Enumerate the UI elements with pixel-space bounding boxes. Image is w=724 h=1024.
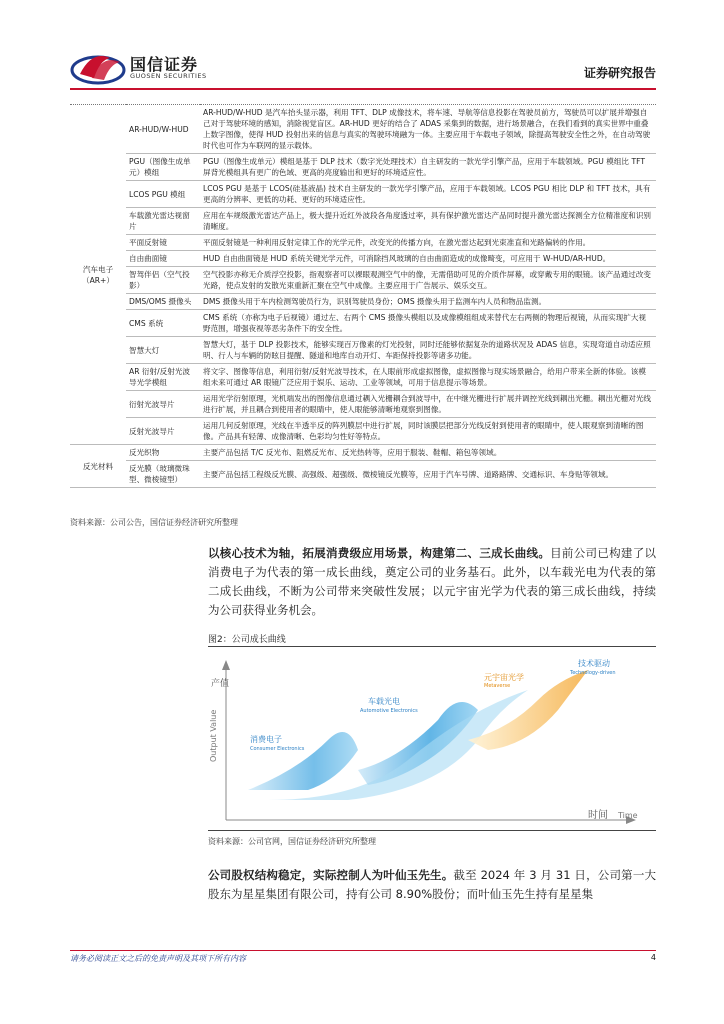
table-row	[70, 337, 656, 364]
report-type: 证券研究报告	[583, 66, 656, 80]
paragraph-growth-curves-body: 目前公司已构建了以消费电子为代表的第一成长曲线，奠定公司的业务基石。此外，以车载光电为代表的第二成长曲线，不断为公司带来突破性发展；以元宇宙光学为代表的第三成长曲线，持续为公司获得业务机会。	[208, 546, 657, 617]
figure-source: 资料来源：公司官网，国信证券经济研究所整理	[208, 837, 376, 846]
paragraph-shareholding	[208, 866, 656, 904]
product-name-cell: AR-HUD/W-HUD	[126, 105, 200, 154]
paragraph-growth-curves-lead: 以核心技术为轴，拓展消费级应用场景，构建第二、三成长曲线。	[208, 546, 551, 560]
brand-name-cn: 国信证券	[130, 55, 199, 74]
figure-top-rule	[208, 646, 656, 647]
product-name-cell: CMS 系统	[126, 310, 200, 337]
stage2-label-en: Automotive Electronics	[360, 708, 418, 714]
product-name-cell: 反光膜（玻璃微珠型、微棱镜型）	[126, 461, 200, 488]
product-name-cell: 智驾伴侣（空气投影）	[126, 267, 200, 294]
product-desc-cell: 主要产品包括 T/C 反光布、阻燃反光布、反光热转等，应用于服装、鞋帽、箱包等领域。	[200, 445, 656, 461]
product-name-cell: 平面反射镜	[126, 235, 200, 251]
product-desc-cell: 应用在车规级激光雷达产品上，极大提升近红外波段各角度透过率，具有保护激光雷达产品同时提升激光雷达探测全方位精准度和识别清晰度。	[200, 208, 656, 235]
product-desc-cell: 空气投影亦称无介质浮空投影，指观察者可以裸眼观测空气中的像，无需借助可见的介质作屏幕，或穿戴专用的眼镜。该产品通过改变光路，使点发射的发散光束重新汇聚在空气中成像。主要应用于广告展示、娱乐交互。	[200, 267, 656, 294]
product-desc-cell: 平面反射镜是一种利用反射定律工作的光学元件，改变光的传播方向，在激光雷达起到光束准直和光路偏转的作用。	[200, 235, 656, 251]
category-cell: 反光材料	[70, 445, 126, 488]
table-row	[70, 208, 656, 235]
driver-label-cn: 技术驱动	[578, 659, 610, 668]
table-source: 资料来源：公司公告，国信证券经济研究所整理	[70, 518, 238, 527]
product-desc-cell: HUD 自由曲面镜是 HUD 系统关键光学元件，可消除挡风玻璃的自由曲面造成的成像畸变，可应用于 W-HUD/AR-HUD。	[200, 251, 656, 267]
category-cell: 汽车电子（AR+）	[70, 105, 126, 445]
product-table	[70, 104, 656, 488]
table-row	[70, 391, 656, 418]
product-name-cell: 衍射光波导片	[126, 391, 200, 418]
brand-name-en: GUOSEN SECURITIES	[130, 72, 207, 80]
product-desc-cell: 将文字、图像等信息，利用衍射/反射光波导技术，在人眼前形成虚拟图像，虚拟图像与现实场景融合，给用户带来全新的体验。该模组未来可通过 AR 眼镜广泛应用于娱乐、运动、工业等领域，可用于信息提示等场景。	[200, 364, 656, 391]
table-row	[70, 251, 656, 267]
y-axis-label-en: Output Value	[209, 709, 218, 762]
product-name-cell: AR 衍射/反射光波导光学模组	[126, 364, 200, 391]
table-row	[70, 461, 656, 488]
table-row	[70, 235, 656, 251]
header-divider	[70, 88, 656, 90]
page-number: 4	[650, 953, 656, 962]
stage3-label-en: Metaverse	[484, 683, 511, 689]
stage1-label-en: Consumer Electronics	[250, 746, 305, 752]
figure-title: 图2：公司成长曲线	[208, 635, 286, 645]
product-desc-cell: 运用光学衍射原理，光机端发出的图像信息通过耦入光栅耦合到波导中，在中继光栅进行扩展并调控光线到耦出光栅。耦出光栅对光线进行扩展，并且耦合到使用者的眼睛中，使人眼能够清晰地观察到图像。	[200, 391, 656, 418]
table-row	[70, 418, 656, 445]
growth-curve-chart	[208, 650, 656, 830]
paragraph-shareholding-body: 截至 2024 年 3 月 31 日，公司第一大股东为星星集团有限公司，持有公司 8.90%股份；而叶仙玉先生持有星星集	[208, 868, 656, 901]
y-axis-arrow-icon	[222, 660, 230, 670]
product-desc-cell: 智慧大灯，基于 DLP 投影技术，能够实现百万像素的灯光投射，同时还能够依据复杂的道路状况及 ADAS 信息，实现弯道自动适应照明、行人与车辆的防眩目提醒、隧道和地库自动开灯、车距保持投影等诸多功能。	[200, 337, 656, 364]
product-name-cell: 反射光波导片	[126, 418, 200, 445]
product-name-cell: 反光织物	[126, 445, 200, 461]
product-desc-cell: CMS 系统（亦称为电子后视镜）通过左、右两个 CMS 摄像头模组以及成像模组组成来替代左右两侧的物理后视镜，从而实现扩大视野范围，增强夜视等恶劣条件下的安全性。	[200, 310, 656, 337]
x-axis-label-cn: 时间	[588, 810, 608, 821]
guosen-logo-icon	[70, 48, 126, 86]
table-row	[70, 294, 656, 310]
product-name-cell: LCOS PGU 模组	[126, 181, 200, 208]
table-row	[70, 181, 656, 208]
product-desc-cell: PGU（图像生成单元）模组是基于 DLP 技术（数字光处理技术）自主研发的一款光学引擎产品，应用于车载领域。PGU 模组比 TFT 屏背光模组具有更广的色域、更高的亮度输出和更好的环境适应性。	[200, 154, 656, 181]
footer-disclaimer: 请务必阅读正文之后的免责声明及其项下所有内容	[70, 954, 246, 963]
paragraph-growth-curves	[208, 544, 656, 620]
product-name-cell: 智慧大灯	[126, 337, 200, 364]
y-axis-label-cn: 产值	[211, 679, 230, 689]
footer-divider	[70, 950, 656, 951]
product-desc-cell: DMS 摄像头用于车内检测驾驶员行为，识别驾驶员身份；OMS 摄像头用于监测车内人员和物品监测。	[200, 294, 656, 310]
product-desc-cell: AR-HUD/W-HUD 是汽车抬头显示器，利用 TFT、DLP 成像技术，将车速、导航等信息投影在驾驶员前方，驾驶员可以扩展并增强自己对于驾驶环境的感知，消除视觉盲区。AR-HUD 更好的结合了 ADAS 采集到的数据，进行场景融合，在我们看到的真实世界中重叠上数字图像，使得 HUD 投射出来的信息与真实的驾驶环境融为一体。主要应用于车载电子领域，除提高驾驶安全性之外，在自动驾驶时代也可作为车联网的显示载体。	[200, 105, 656, 154]
page-header	[70, 48, 656, 88]
table-row	[70, 267, 656, 294]
stage3-label-cn: 元宇宙光学	[484, 673, 524, 682]
driver-label-en: Technology-driven	[570, 670, 616, 676]
table-row	[70, 364, 656, 391]
product-desc-cell: LCOS PGU 是基于 LCOS(硅基液晶) 技术自主研发的一款光学引擎产品，应用于车载领域。LCOS PGU 相比 DLP 和 TFT 技术，具有更高的分辨率、更低的功耗、更好的环境适应性。	[200, 181, 656, 208]
stage2-label-cn: 车载光电	[368, 697, 400, 706]
product-name-cell: 车载激光雷达视窗片	[126, 208, 200, 235]
stage1-label-cn: 消费电子	[250, 735, 282, 744]
figure-bottom-rule	[208, 830, 656, 831]
table-row	[70, 105, 656, 154]
table-row	[70, 154, 656, 181]
x-axis-label-en: Time	[618, 811, 638, 820]
paragraph-shareholding-lead: 公司股权结构稳定，实际控制人为叶仙玉先生。	[208, 868, 454, 882]
product-desc-cell: 运用几何反射原理，光线在半透半反的阵列膜层中进行扩展，同时该膜层把部分光线反射到使用者的眼睛中，使人眼观察到清晰的图像。产品具有轻薄、成像清晰、色彩均匀性好等特点。	[200, 418, 656, 445]
product-desc-cell: 主要产品包括工程级反光膜、高强级、超强级、微棱镜反光膜等，应用于汽车号牌、道路路牌、交通标识、车身贴等领域。	[200, 461, 656, 488]
product-name-cell: PGU（图像生成单元）模组	[126, 154, 200, 181]
product-name-cell: 自由曲面镜	[126, 251, 200, 267]
product-name-cell: DMS/OMS 摄像头	[126, 294, 200, 310]
table-row	[70, 445, 656, 461]
table-row	[70, 310, 656, 337]
